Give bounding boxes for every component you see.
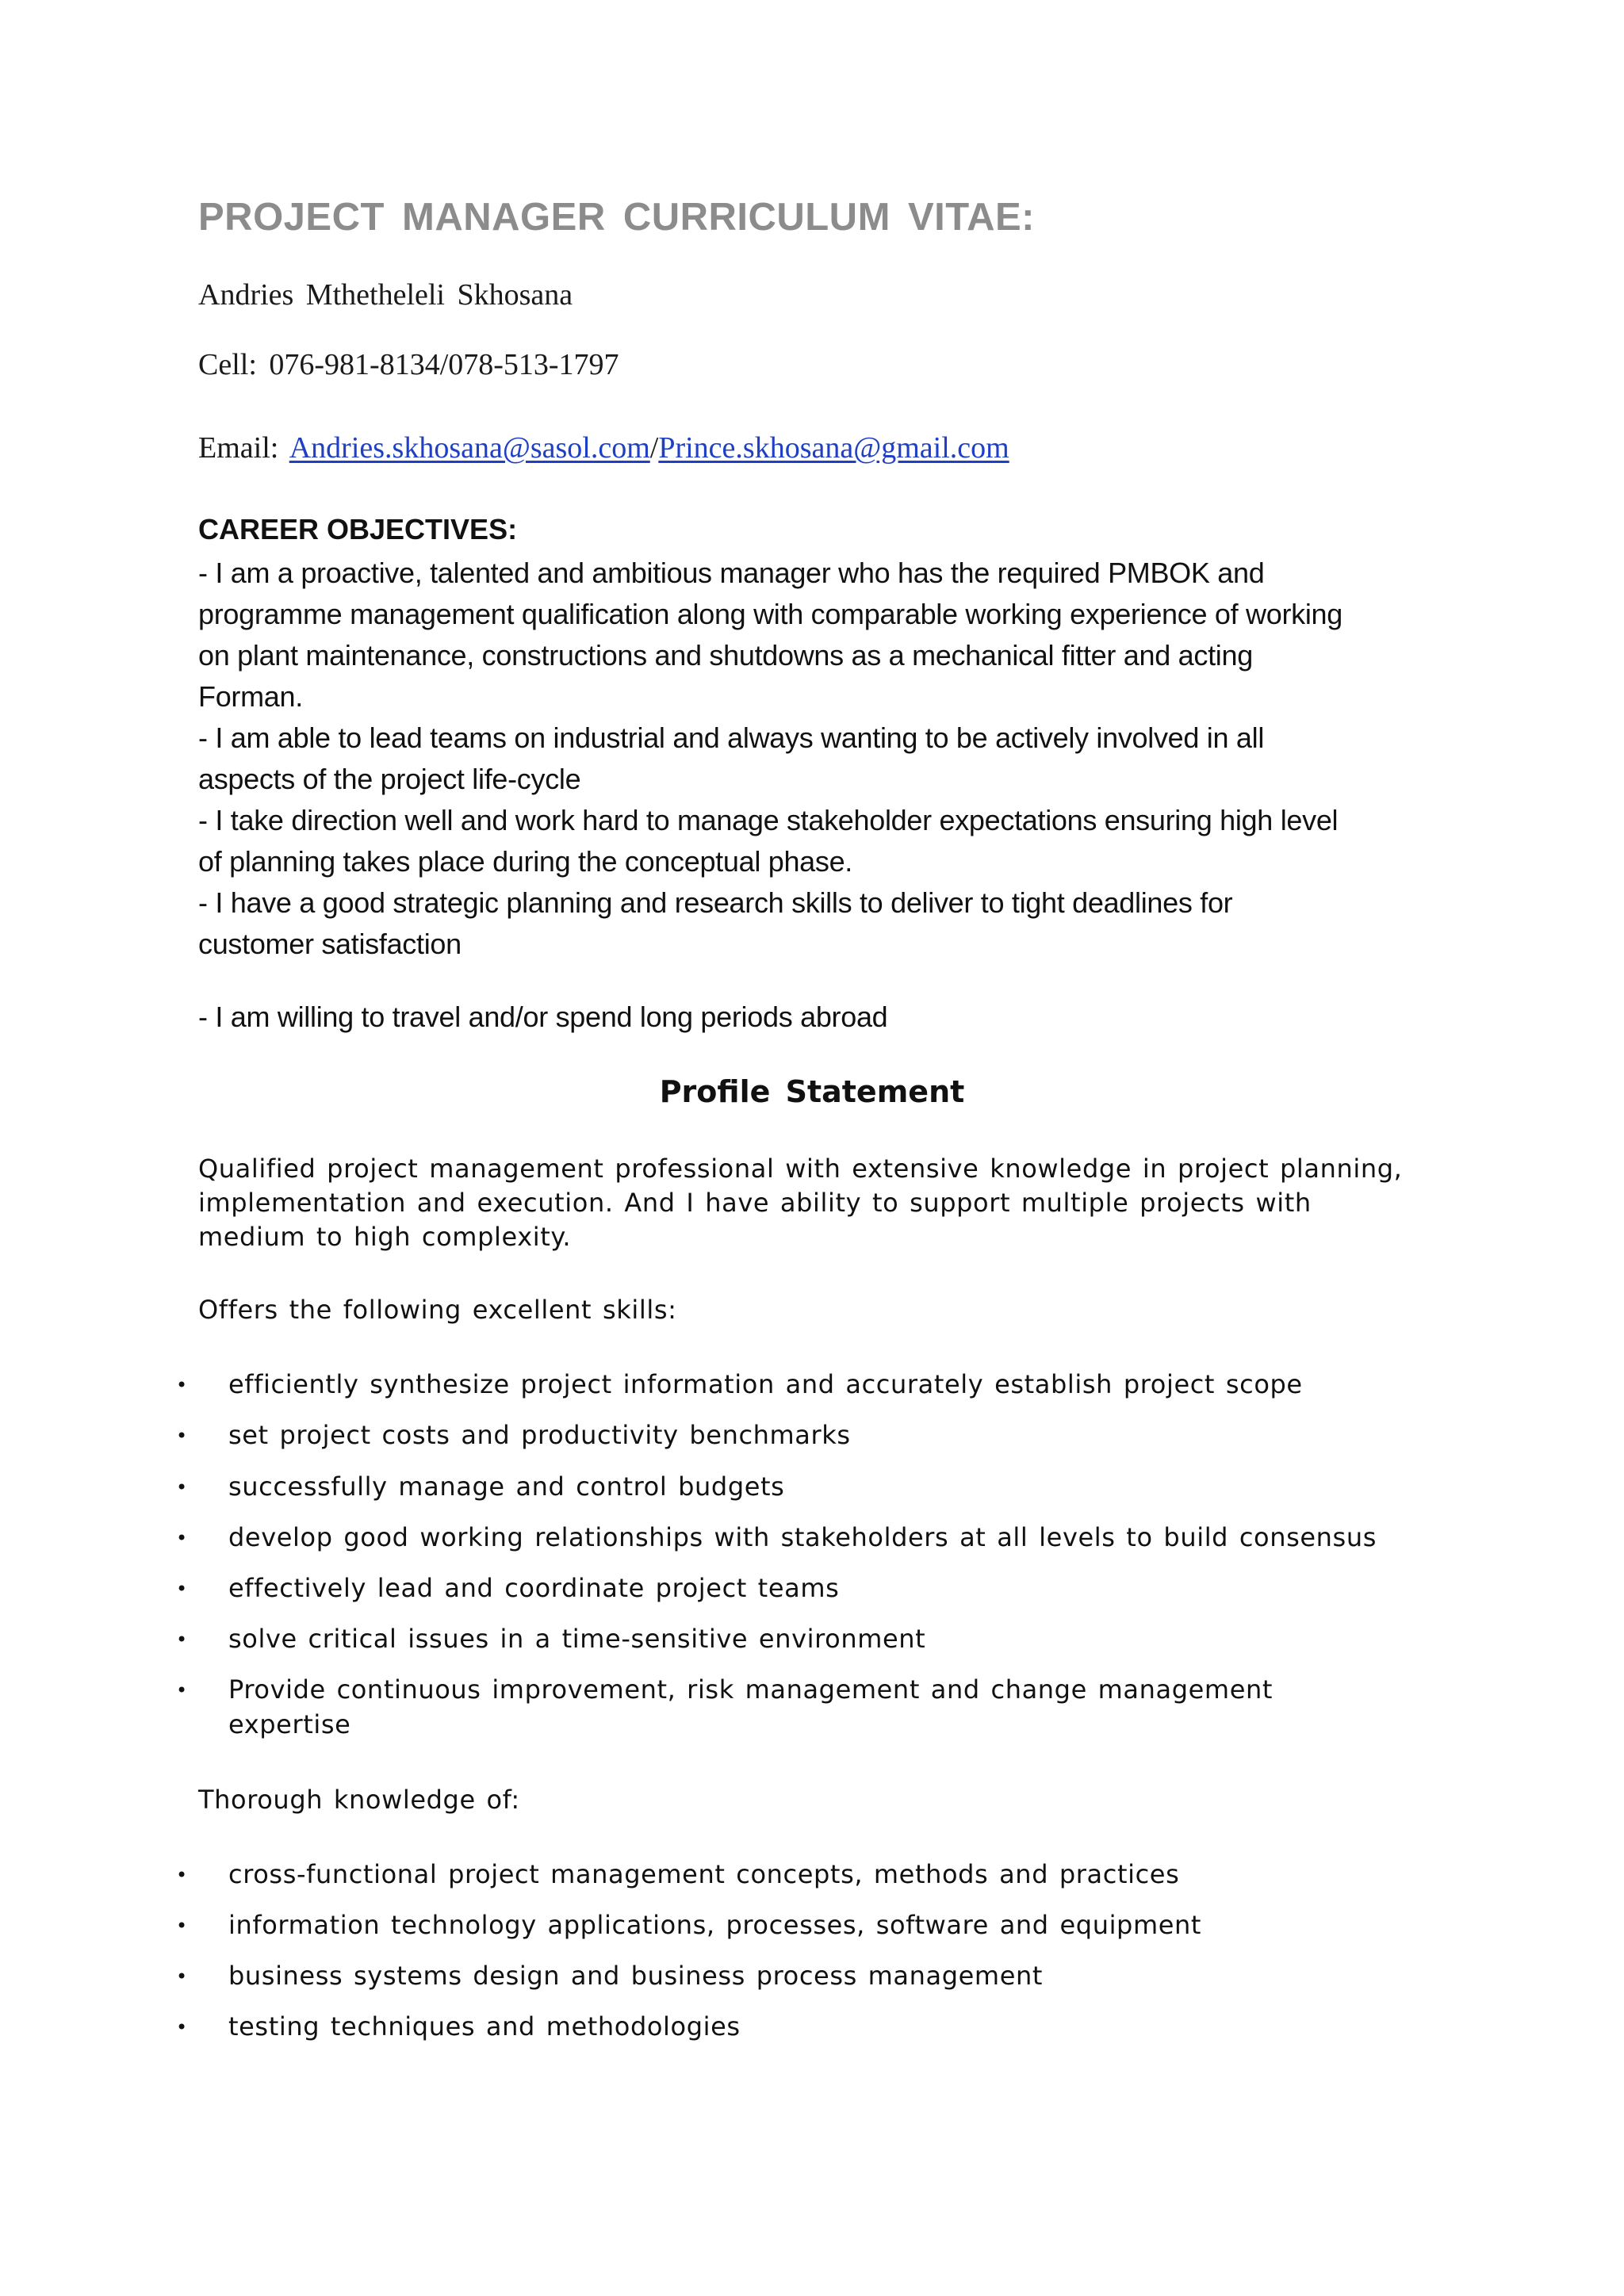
skill-item-continuation: expertise [228,1709,351,1739]
email-link-sasol[interactable]: Andries.skhosana@sasol.com [289,431,650,465]
email-line [198,430,1009,465]
email-separator: / [649,431,659,465]
skill-item: solve critical issues in a time-sensitive environment [228,1624,926,1654]
cell-numbers: Cell: 076-981-8134/078-513-1797 [198,348,619,381]
knowledge-intro: Thorough knowledge of: [198,1785,520,1815]
career-line: - I am able to lead teams on industrial and always wanting to be actively involved in all [198,721,1265,754]
bullet-icon: • [176,2016,188,2038]
bullet-icon: • [176,1965,188,1988]
knowledge-item: testing techniques and methodologies [228,2011,741,2042]
profile-line: implementation and execution. And I have ability to support multiple projects with [198,1188,1312,1218]
document-title: PROJECT MANAGER CURRICULUM VITAE: [198,196,1035,239]
career-objectives-heading: CAREER OBJECTIVES: [198,513,518,545]
knowledge-item: business systems design and business process management [228,1961,1044,1991]
career-line: Forman. [198,680,303,713]
profile-line: medium to high complexity. [198,1222,572,1252]
skill-item: develop good working relationships with stakeholders at all levels to build consensus [228,1522,1377,1552]
bullet-icon: • [176,1578,188,1600]
career-line: - I have a good strategic planning and research skills to deliver to tight deadlines for [198,886,1233,919]
bullet-icon: • [176,1864,188,1886]
skills-intro: Offers the following excellent skills: [198,1295,677,1325]
career-line: - I am willing to travel and/or spend long periods abroad [198,1001,888,1033]
bullet-icon: • [176,1425,188,1447]
bullet-icon: • [176,1915,188,1937]
bullet-icon: • [176,1527,188,1549]
skill-item: efficiently synthesize project information and accurately establish project scope [228,1369,1303,1399]
bullet-icon: • [176,1628,188,1651]
career-line: customer satisfaction [198,928,462,960]
career-line: - I am a proactive, talented and ambitious manager who has the required PMBOK and [198,557,1265,589]
knowledge-item: cross-functional project management concepts, methods and practices [228,1859,1180,1889]
skill-item: successfully manage and control budgets [228,1471,785,1502]
knowledge-item: information technology applications, processes, software and equipment [228,1910,1202,1940]
candidate-name: Andries Mthetheleli Skhosana [198,278,573,312]
career-line: - I take direction well and work hard to manage stakeholder expectations ensuring high level [198,804,1339,836]
bullet-icon: • [176,1476,188,1498]
bullet-icon: • [176,1374,188,1396]
career-line: programme management qualification along with comparable working experience of working [198,598,1342,630]
email-link-gmail[interactable]: Prince.skhosana@gmail.com [658,431,1009,465]
bullet-icon: • [176,1679,188,1701]
career-line: aspects of the project life-cycle [198,763,581,795]
career-line: of planning takes place during the conceptual phase. [198,845,853,878]
skill-item: effectively lead and coordinate project teams [228,1573,840,1603]
email-label: Email: [198,431,279,465]
profile-line: Qualified project management professional with extensive knowledge in project planning, [198,1154,1403,1184]
profile-statement-heading: Profile Statement [659,1074,965,1109]
skill-item: set project costs and productivity benchmarks [228,1420,851,1450]
career-line: on plant maintenance, constructions and shutdowns as a mechanical fitter and acting [198,639,1253,672]
skill-item: Provide continuous improvement, risk management and change management [228,1674,1274,1705]
